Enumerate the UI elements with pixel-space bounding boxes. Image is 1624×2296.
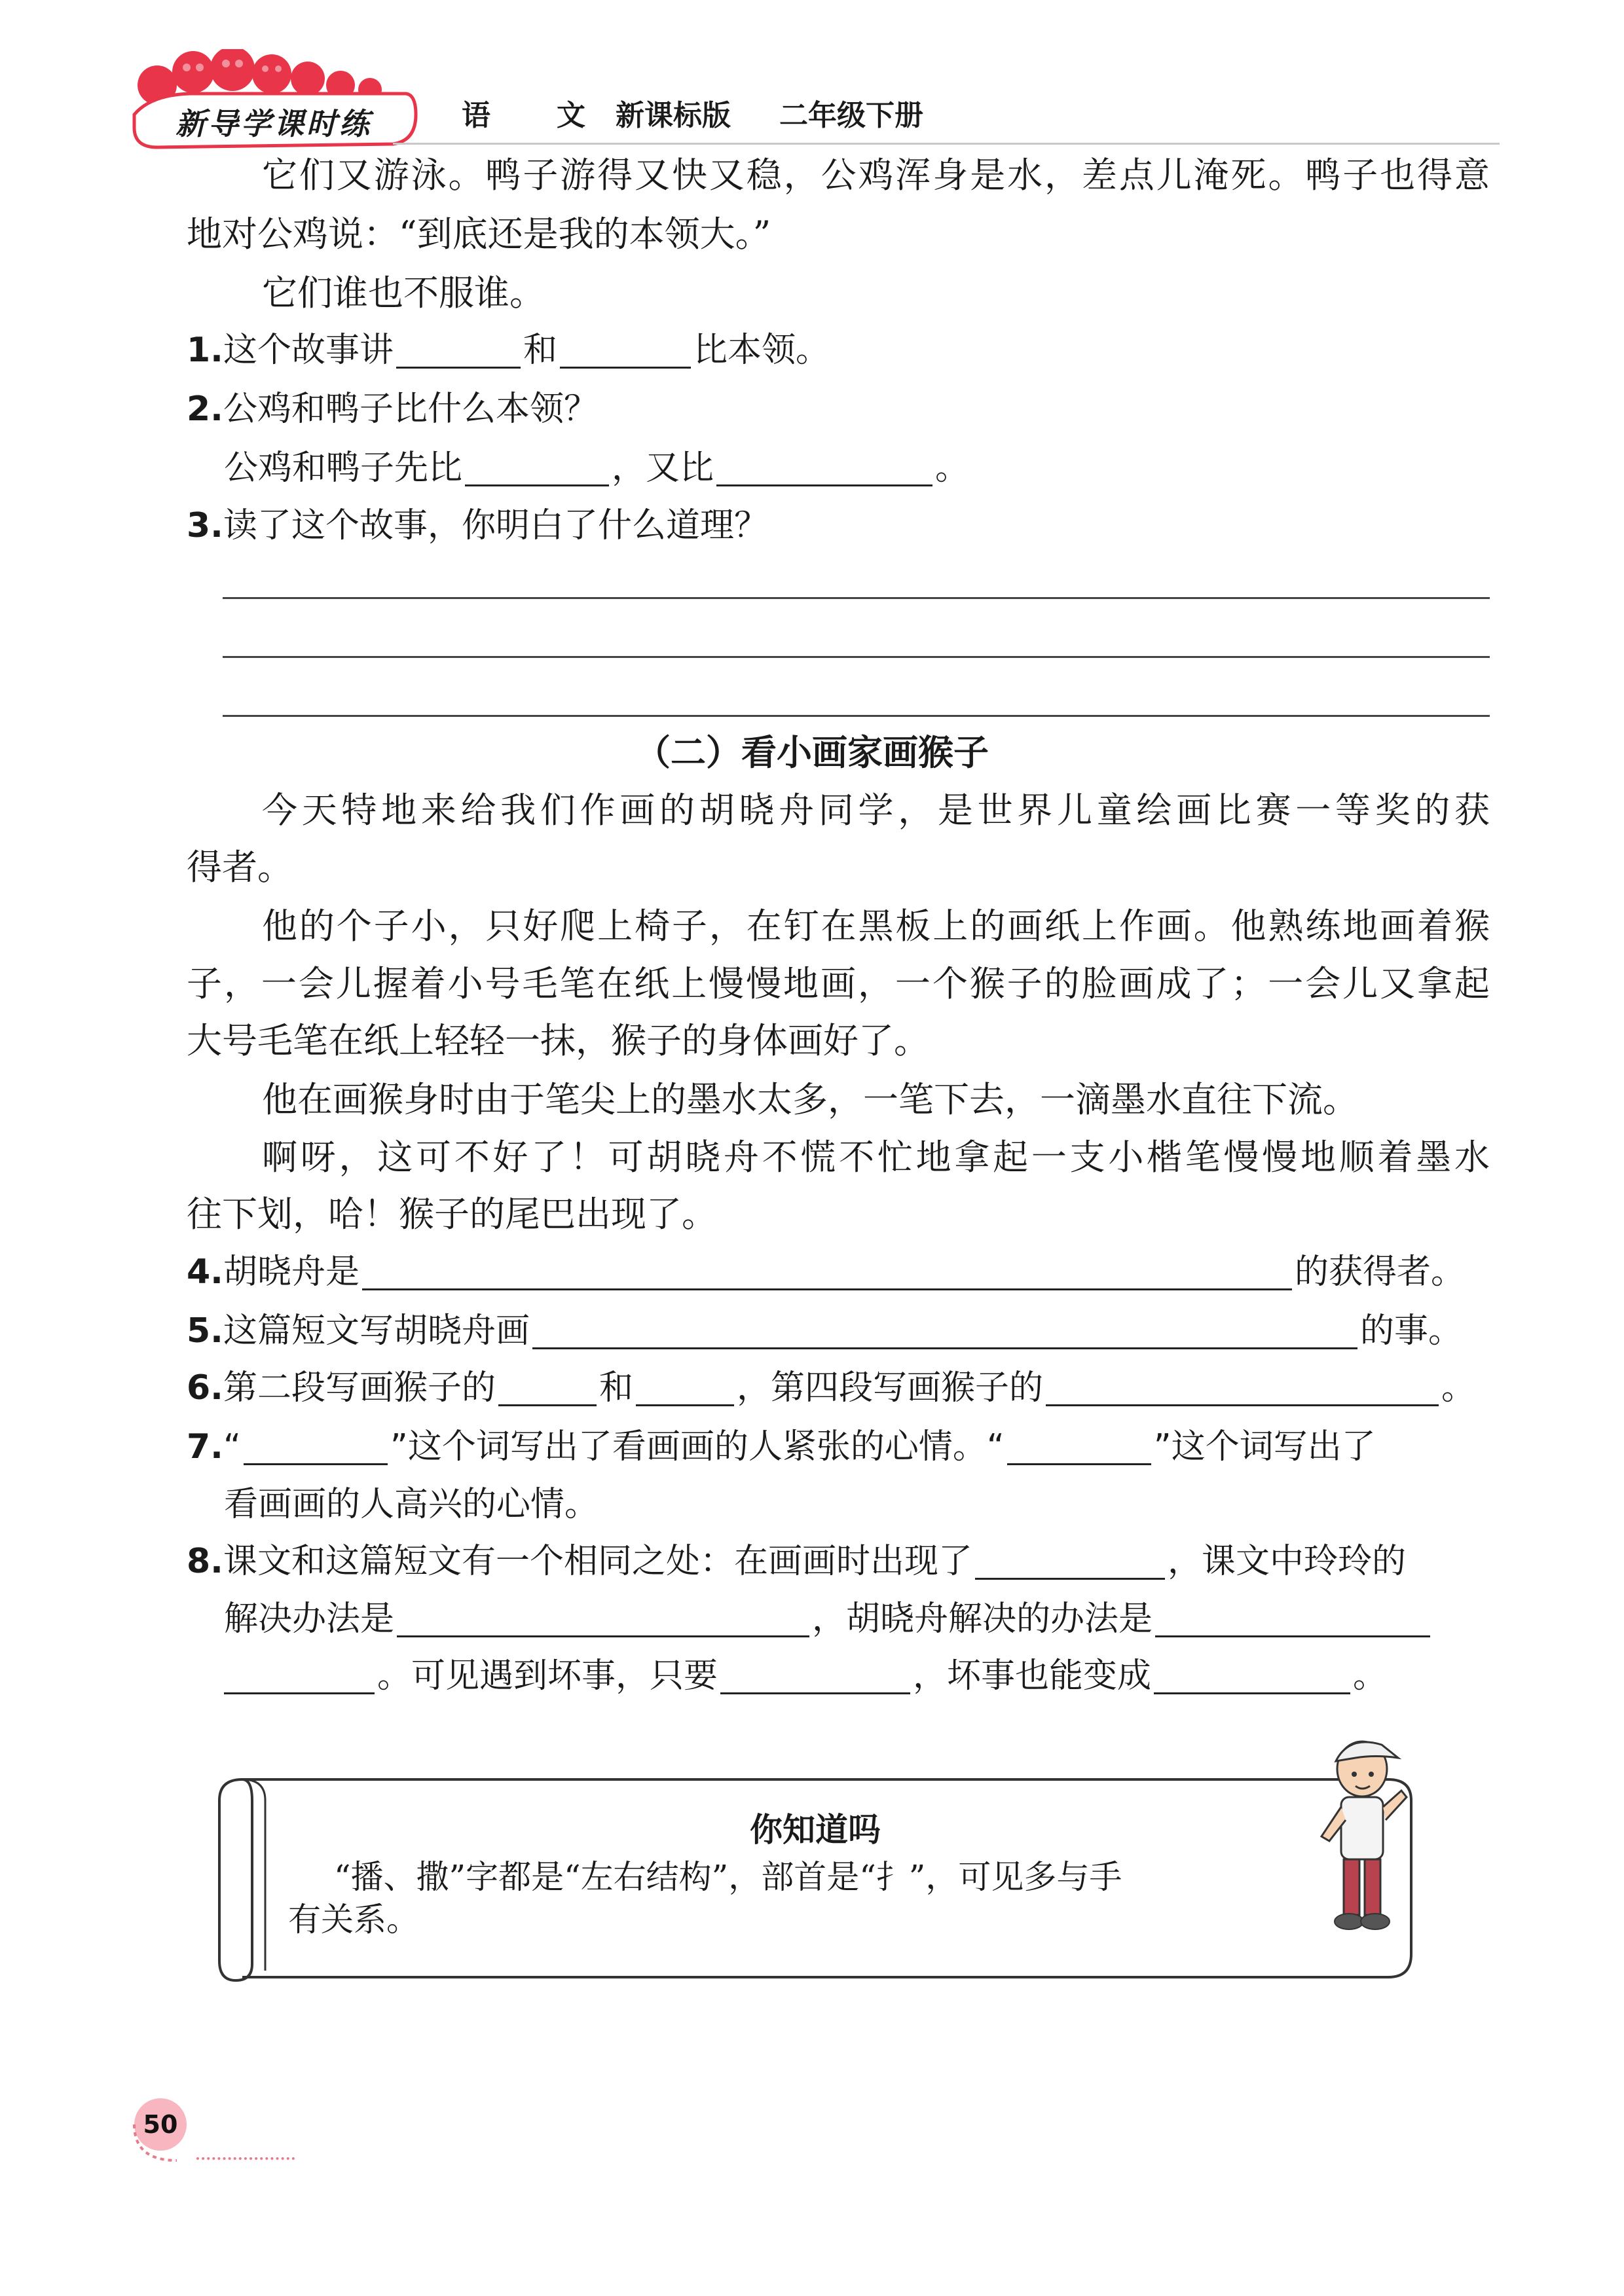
header-subject-1: 语 [462,99,490,132]
question-8-blank-2[interactable] [397,1597,809,1637]
header-grade: 二年级下册 [779,99,923,132]
footer-dotted-rule [196,2157,295,2160]
brand-title: 新导学课时练 [175,106,372,141]
question-7-number: 7. [187,1427,223,1467]
question-8-blank-5[interactable] [720,1654,910,1694]
question-6-blank-1[interactable] [498,1366,597,1406]
question-2-answer-line [224,442,1527,494]
page-number: 50 [143,2110,178,2139]
boy-mascot-illustration [1310,1728,1414,1938]
question-3 [187,500,1490,552]
question-5-blank[interactable] [532,1309,1357,1349]
question-3-answer-line-1[interactable] [223,597,1490,599]
question-4-number: 4. [187,1252,223,1292]
question-7-blank-2[interactable] [1007,1425,1151,1465]
question-4-text-before: 胡晓舟是 [223,1252,360,1292]
question-6-text-mid1: 和 [599,1368,633,1408]
question-5-number: 5. [187,1311,223,1351]
question-2-text: 公鸡和鸭子比什么本领？ [223,390,598,429]
header-banner [131,49,419,157]
question-6-text-before: 第二段写画猴子的 [223,1368,496,1408]
tip-scroll-box [216,1774,1414,1984]
tip-line-2: 有关系。 [288,1901,419,1939]
tip-title: 你知道吗 [750,1811,881,1849]
question-8-line-3-mid2: ，坏事也能变成 [913,1656,1152,1696]
section2-line-5: 大号毛笔在纸上轻轻一抹，猴子的身体画好了。 [187,1020,929,1061]
question-1-text-mid: 和 [523,331,557,370]
question-6 [187,1362,1490,1414]
story1-line-3: 它们谁也不服谁。 [262,272,545,314]
question-7-blank-1[interactable] [244,1425,388,1465]
question-8-line-2-mid: ，胡晓舟解决的办法是 [812,1599,1153,1639]
question-8-number: 8. [187,1542,223,1581]
question-4-blank[interactable] [362,1250,1292,1290]
question-8-blank-1[interactable] [975,1540,1165,1580]
question-2-sub-mid: ，又比 [612,448,714,488]
header-divider [393,143,1500,145]
question-3-text: 读了这个故事，你明白了什么道理？ [223,506,768,545]
section-2-title: （二）看小画家画猴子 [635,732,989,773]
question-8-line-3 [224,1650,1527,1702]
question-2 [187,383,1490,435]
section2-line-6: 他在画猴身时由于笔尖上的墨水太多，一笔下去，一滴墨水直往下流。 [262,1079,1358,1120]
question-3-number: 3. [187,506,223,545]
question-3-answer-line-3[interactable] [223,715,1490,717]
question-8-blank-3[interactable] [1155,1597,1430,1637]
page-number-badge [131,2095,203,2167]
question-2-number: 2. [187,390,223,429]
question-1-text-before: 这个故事讲 [223,331,394,370]
question-5 [187,1305,1490,1357]
question-8-line-2 [224,1593,1527,1645]
question-1-blank-1[interactable] [396,329,521,369]
story1-line-2: 地对公鸡说：“到底还是我的本领大。” [187,213,771,255]
question-7-text-1: ”这个词写出了看画画的人紧张的心情。“ [390,1427,1005,1467]
boy-mascot-icon [1310,1728,1414,1938]
question-7-open-quote: “ [223,1427,241,1467]
header-subject-2: 文 [557,99,585,132]
question-8-line-1-before: 课文和这篇短文有一个相同之处：在画画时出现了 [223,1542,972,1581]
question-4 [187,1246,1490,1298]
question-8 [187,1535,1490,1588]
section2-line-3: 他的个子小，只好爬上椅子，在钉在黑板上的画纸上作画。他熟练地画着猴 [262,905,1490,947]
section2-line-8: 往下划，哈！猴子的尾巴出现了。 [187,1194,717,1235]
question-8-line-1-after: ，课文中玲玲的 [1167,1542,1406,1581]
question-8-blank-4[interactable] [224,1654,375,1694]
question-6-text-after: 。 [1441,1368,1475,1408]
section2-line-1: 今天特地来给我们作画的胡晓舟同学，是世界儿童绘画比赛一等奖的获 [262,790,1490,831]
question-6-blank-2[interactable] [636,1366,734,1406]
question-6-number: 6. [187,1368,223,1408]
question-1-number: 1. [187,331,223,370]
question-8-line-2-before: 解决办法是 [224,1599,395,1639]
section2-line-4: 子，一会儿握着小号毛笔在纸上慢慢地画，一个猴子的脸画成了；一会儿又拿起 [187,963,1490,1004]
question-7 [187,1421,1490,1473]
question-3-answer-line-2[interactable] [223,656,1490,658]
question-2-blank-1[interactable] [465,446,609,486]
question-2-sub-after: 。 [935,448,970,488]
question-5-text-before: 这篇短文写胡晓舟画 [223,1311,530,1351]
question-1-blank-2[interactable] [560,329,691,369]
question-1-text-after: 比本领。 [693,331,830,370]
question-5-text-after: 的事。 [1359,1311,1462,1351]
question-7-text-2: ”这个词写出了 [1153,1427,1376,1467]
question-8-line-3-after: 。 [1353,1656,1388,1696]
header-edition: 新课标版 [616,99,731,132]
question-2-blank-2[interactable] [716,446,932,486]
question-6-blank-3[interactable] [1046,1366,1439,1406]
section2-line-2: 得者。 [187,847,293,888]
question-8-line-3-mid: 。可见遇到坏事，只要 [377,1656,718,1696]
section2-line-7: 啊呀，这可不好了！可胡晓舟不慌不忙地拿起一支小楷笔慢慢地顺着墨水 [262,1137,1490,1178]
question-4-text-after: 的获得者。 [1294,1252,1465,1292]
story1-line-1: 它们又游泳。鸭子游得又快又稳，公鸡浑身是水，差点儿淹死。鸭子也得意 [262,155,1490,196]
question-8-blank-6[interactable] [1154,1654,1350,1694]
question-1 [187,324,1490,376]
question-6-text-mid2: ，第四段写画猴子的 [736,1368,1043,1408]
question-2-sub-before: 公鸡和鸭子先比 [224,448,463,488]
tip-line-1: “播、撒”字都是“左右结构”，部首是“扌”，可见多与手 [334,1858,1122,1896]
question-7-line-2: 看画画的人高兴的心情。 [224,1485,599,1524]
